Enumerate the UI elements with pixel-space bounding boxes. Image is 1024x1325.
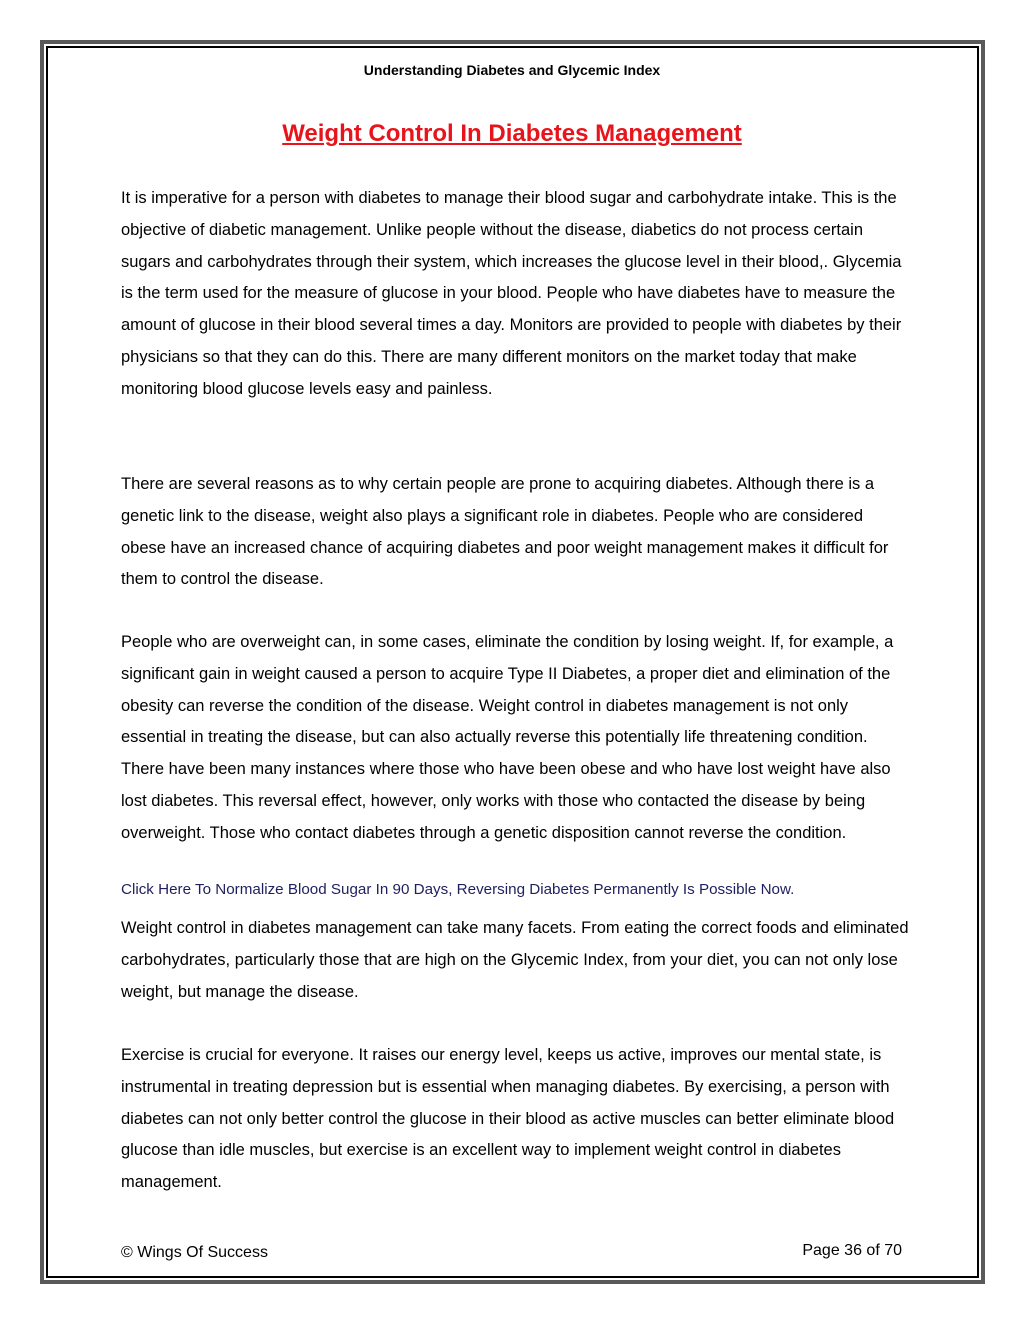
footer-page-number: Page 36 of 70 <box>802 1242 902 1259</box>
promo-link[interactable]: Click Here To Normalize Blood Sugar In 90 Days, Reversing Diabetes Permanently Is Possible Now. <box>121 881 795 898</box>
running-header: Understanding Diabetes and Glycemic Index <box>363 62 661 78</box>
page-title: Weight Control In Diabetes Management <box>282 120 742 147</box>
paragraph-4: Weight control in diabetes management can take many facets. From eating the correct foods and eliminated carbohydrates, particularly those that are high on the Glycemic Index, from your diet, you can not only lose weight, but manage the disease. <box>121 919 909 1001</box>
paragraph-1: It is imperative for a person with diabetes to manage their blood sugar and carbohydrate intake. This is the objective of diabetic management. Unlike people without the disease, diabetics do not process certain sugars and carbohydrates through their system, which increases the glucose level in their blood,. Glycemia is the term used for the measure of glucose in your blood. People who have diabetes have to measure the amount of glucose in their blood several times a day. Monitors are provided to people with diabetes by their physicians so that they can do this. There are many different monitors on the market today that make monitoring blood glucose levels easy and painless. <box>121 189 902 398</box>
paragraph-3: People who are overweight can, in some cases, eliminate the condition by losing weight. If, for example, a significant gain in weight caused a person to acquire Type II Diabetes, a proper diet and elimination of the obesity can reverse the condition of the disease. Weight control in diabetes management is not only essential in treating the disease, but can also actually reverse this potentially life threatening condition. There have been many instances where those who have been obese and who have lost weight have also lost diabetes. This reversal effect, however, only works with those who contacted the disease by being overweight. Those who contact diabetes through a genetic disposition cannot reverse the condition. <box>121 633 894 842</box>
footer-copyright: © Wings Of Success <box>121 1244 268 1261</box>
paragraph-2: There are several reasons as to why certain people are prone to acquiring diabetes. Although there is a genetic link to the disease, weight also plays a significant role in diabetes. People who are considered obese have an increased chance of acquiring diabetes and poor weight management makes it difficult for them to control the disease. <box>121 475 889 589</box>
paragraph-5: Exercise is crucial for everyone. It raises our energy level, keeps us active, improves our mental state, is instrumental in treating depression but is essential when managing diabetes. By exercising, a person with diabetes can not only better control the glucose in their blood as active muscles can better eliminate blood glucose than idle muscles, but exercise is an excellent way to implement weight control in diabetes management. <box>121 1046 895 1192</box>
